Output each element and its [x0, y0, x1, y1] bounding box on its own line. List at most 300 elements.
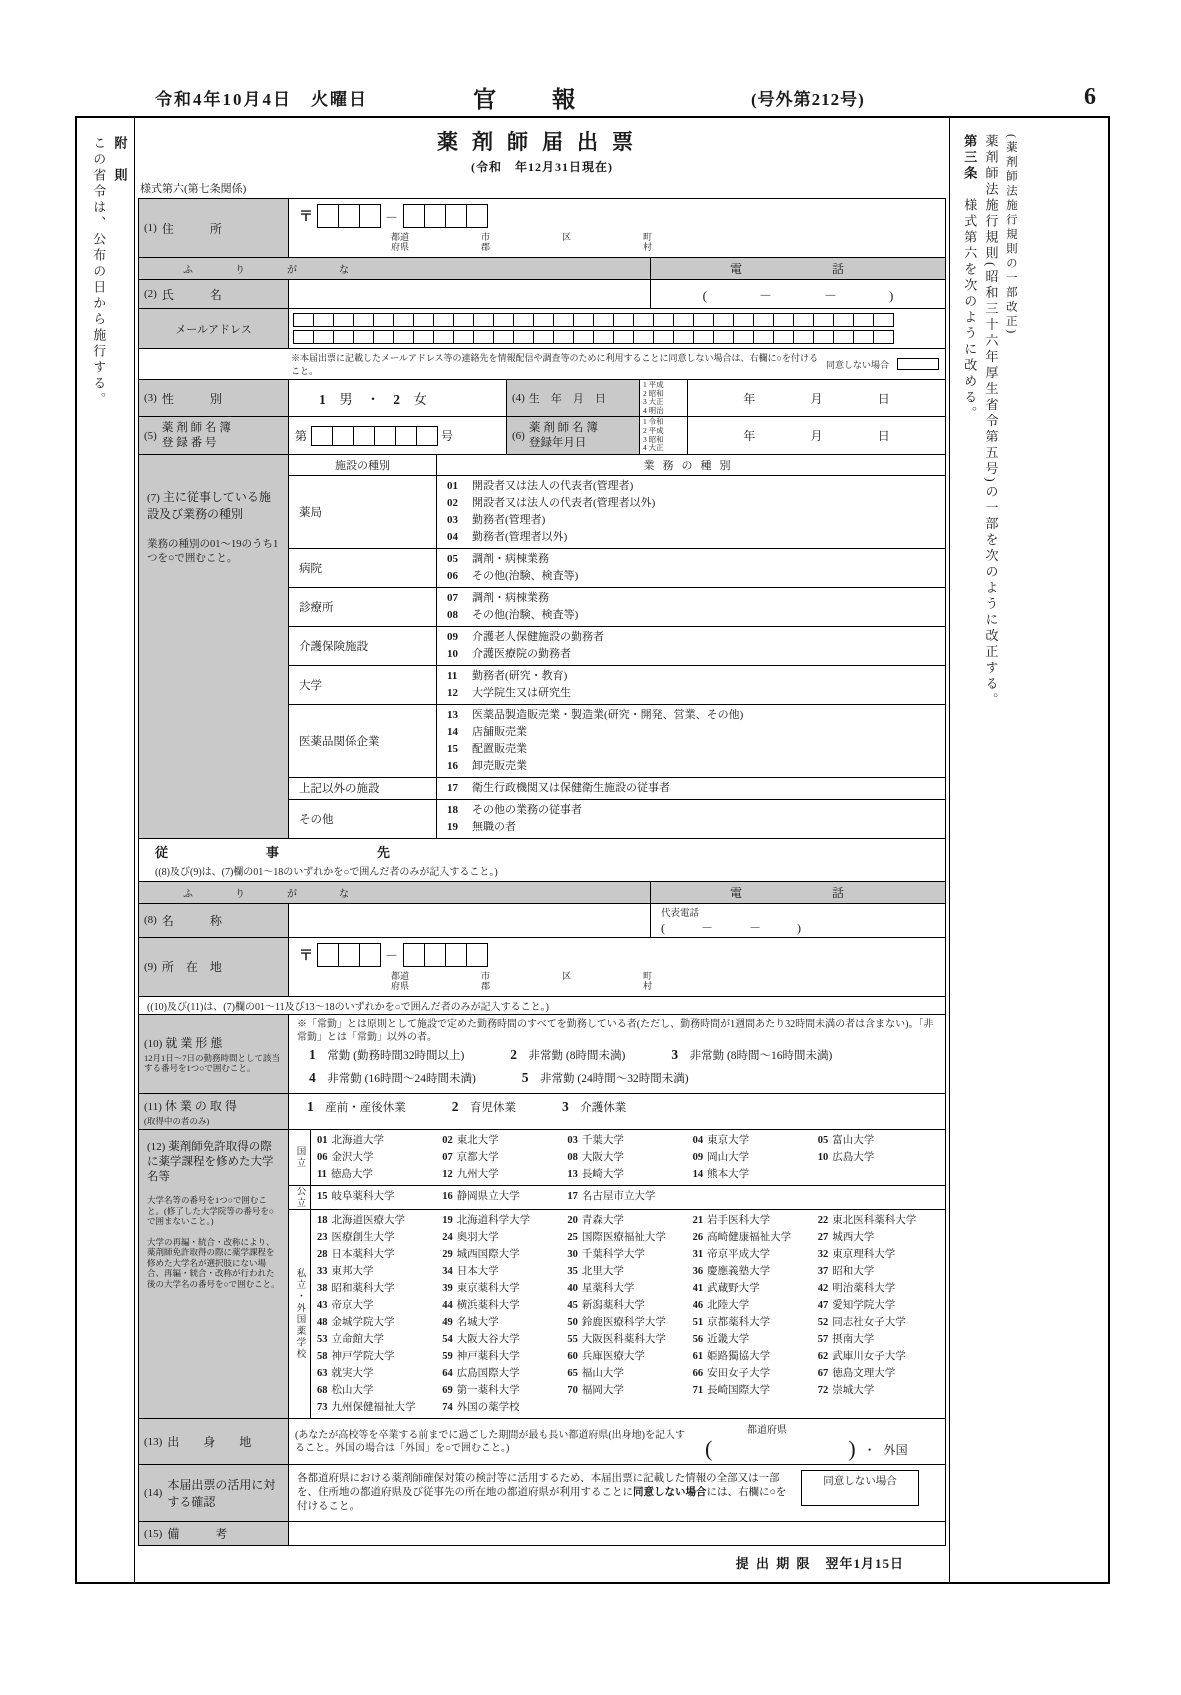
furigana-label: ふ り が な [139, 258, 650, 279]
char-box[interactable] [433, 330, 454, 344]
university-option[interactable]: 66 安田女子大学 [692, 1368, 771, 1380]
university-option[interactable]: 51 京都薬科大学 [692, 1317, 771, 1329]
name-label: (2) 氏 名 [139, 280, 289, 308]
university-option[interactable]: 48 金城学院大学 [317, 1317, 395, 1329]
representative-phone-label: 代表電話 [661, 908, 700, 919]
business-type-option[interactable]: 04 勤務者(管理者以外) [447, 530, 568, 543]
char-box[interactable] [793, 330, 814, 344]
business-type-option[interactable]: 17 衛生行政機関又は保健衛生施設の従事者 [447, 781, 670, 794]
char-box[interactable] [473, 313, 494, 327]
business-type-option[interactable]: 13 医薬品製造販売業・製造業(研究・開発、営業、その他) [447, 708, 744, 721]
business-type-option[interactable]: 09 介護老人保健施設の勤務者 [447, 630, 604, 643]
char-box[interactable] [359, 943, 381, 967]
char-box[interactable] [313, 330, 334, 344]
pharmacist-notification-form [138, 198, 946, 1546]
char-box[interactable] [873, 313, 894, 327]
university-option[interactable]: 21 岩手医科大学 [692, 1215, 771, 1227]
business-type-option[interactable]: 19 無職の者 [447, 820, 516, 833]
business-type-option[interactable]: 08 その他(治験、検査等) [447, 608, 579, 621]
char-box[interactable] [393, 313, 414, 327]
university-option[interactable]: 10 広島大学 [817, 1152, 875, 1164]
facility-type-label: (7) 主に従事している施設及び業務の種別 業務の種別の01〜19のうち1つを○で囲むこと。 [139, 455, 289, 838]
business-type-option[interactable]: 12 大学院生又は研究生 [447, 686, 571, 699]
char-box[interactable] [311, 426, 333, 446]
university-option[interactable]: 71 長崎国際大学 [692, 1385, 771, 1397]
university-option[interactable]: 17 名古屋市立大学 [567, 1191, 656, 1203]
sex-option[interactable]: 1 男 [319, 392, 353, 408]
mail-no-consent-label: 同意しない場合 [825, 359, 889, 370]
char-box[interactable] [833, 330, 854, 344]
row-remarks [139, 1521, 945, 1545]
char-box[interactable] [513, 313, 534, 327]
employment-status-sublabel: 12月1日〜7日の勤務時間として該当する番号を1つ○で囲むこと。 [144, 1052, 281, 1074]
char-box[interactable] [453, 330, 474, 344]
university-option[interactable]: 33 東邦大学 [317, 1266, 374, 1278]
amendment-heading: (薬剤師法施行規則の一部改正) [1004, 134, 1017, 337]
era-option[interactable]: 3 大正 [643, 397, 664, 407]
char-box[interactable] [338, 943, 360, 967]
char-box[interactable] [573, 313, 594, 327]
university-option[interactable]: 04 東京大学 [692, 1135, 750, 1147]
char-box[interactable] [466, 204, 488, 228]
char-box[interactable] [553, 330, 574, 344]
char-box[interactable] [793, 313, 814, 327]
university-option[interactable]: 62 武庫川女子大学 [817, 1351, 906, 1363]
university-option[interactable]: 59 神戸薬科大学 [442, 1351, 520, 1363]
university-option[interactable]: 52 同志社女子大学 [817, 1317, 906, 1329]
sex-options[interactable]: 1 男 ・ 2 女 [289, 380, 507, 416]
university-option[interactable]: 02 東北大学 [442, 1135, 499, 1147]
char-box[interactable] [338, 204, 360, 228]
char-box[interactable] [416, 426, 438, 446]
article-three-line: 第三条 様式第六を次のように改める。 [962, 134, 978, 422]
remarks-label: (15) 備 考 [139, 1522, 289, 1545]
postal-code-boxes-1[interactable] [317, 204, 380, 228]
university-option[interactable]: 14 熊本大学 [692, 1169, 750, 1181]
university-option[interactable]: 11 徳島大学 [317, 1169, 373, 1181]
university-group [289, 1130, 945, 1186]
university-option[interactable]: 42 明治薬科大学 [817, 1283, 896, 1295]
university-option[interactable]: 27 城西大学 [817, 1232, 875, 1244]
university-option[interactable]: 16 静岡県立大学 [442, 1191, 520, 1203]
university-option[interactable]: 64 広島国際大学 [442, 1368, 520, 1380]
postal-code-line [299, 204, 935, 228]
char-box[interactable] [353, 426, 375, 446]
row-consent [139, 1464, 945, 1521]
char-box[interactable] [445, 943, 467, 967]
char-box[interactable] [753, 330, 774, 344]
char-box[interactable] [813, 330, 834, 344]
university-option[interactable]: 47 愛知学院大学 [817, 1300, 896, 1312]
char-box[interactable] [833, 313, 854, 327]
era-option[interactable]: 2 平成 [643, 425, 664, 435]
gazette-title: 官報 [473, 86, 631, 112]
char-box[interactable] [293, 330, 314, 344]
char-box[interactable] [693, 330, 714, 344]
university-option[interactable]: 19 北海道科学大学 [442, 1215, 531, 1227]
university-option[interactable]: 67 徳島文理大学 [817, 1368, 896, 1380]
char-box[interactable] [395, 426, 417, 446]
facility-name: 上記以外の施設 [289, 778, 437, 799]
row-furigana-1 [139, 257, 945, 279]
facility-group [289, 666, 945, 705]
row-university [139, 1129, 945, 1418]
university-option[interactable]: 07 京都大学 [442, 1152, 499, 1164]
employer-address-label: (9) 所 在 地 [139, 938, 289, 996]
char-box[interactable] [593, 313, 614, 327]
university-option[interactable]: 56 近畿大学 [692, 1334, 750, 1346]
amendment-sentence: 薬剤師法施行規則(昭和三十六年厚生省令第五号)の一部を次のように改正する。 [983, 134, 999, 709]
row-birthplace [139, 1418, 945, 1464]
employment-status-options [289, 1015, 945, 1093]
sex-option[interactable]: 2 女 [393, 392, 427, 408]
region-label: 都道 府県 [391, 232, 410, 252]
university-option[interactable]: 22 東北医科薬科大学 [817, 1215, 917, 1227]
university-option[interactable]: 41 武蔵野大学 [692, 1283, 760, 1295]
date-unit-label: 日 [877, 429, 890, 444]
university-option[interactable]: 72 崇城大学 [817, 1385, 875, 1397]
char-box[interactable] [313, 313, 334, 327]
university-option[interactable]: 65 福山大学 [567, 1368, 624, 1380]
char-box[interactable] [633, 330, 654, 344]
business-type-option[interactable]: 01 開設者又は法人の代表者(管理者) [447, 479, 634, 492]
facility-name: 診療所 [289, 588, 437, 626]
char-box[interactable] [317, 204, 339, 228]
university-option[interactable]: 74 外国の薬学校 [442, 1402, 520, 1414]
mail-boxes-row-2[interactable] [293, 330, 941, 344]
employer-postal-boxes-2[interactable] [403, 943, 487, 967]
university-option[interactable]: 24 奥羽大学 [442, 1232, 499, 1244]
university-option[interactable]: 60 兵庫医療大学 [567, 1351, 645, 1363]
char-box[interactable] [424, 204, 446, 228]
university-option[interactable]: 18 北海道医療大学 [317, 1215, 405, 1227]
right-vertical-text [956, 134, 1023, 1424]
char-box[interactable] [773, 330, 794, 344]
region-label: 区 [562, 970, 572, 981]
char-box[interactable] [853, 330, 874, 344]
university-option[interactable]: 40 星薬科大学 [567, 1283, 635, 1295]
era-option[interactable]: 4 大正 [643, 443, 664, 453]
university-option[interactable]: 58 神戸学院大学 [317, 1351, 395, 1363]
region-label: 都道 府県 [391, 970, 410, 991]
leave-label: (11) 休 業 の 取 得 (取得中の者のみ) [139, 1094, 289, 1130]
university-option[interactable]: 69 第一薬科大学 [442, 1385, 520, 1397]
university-option[interactable]: 46 北陸大学 [692, 1300, 750, 1312]
char-box[interactable] [493, 330, 514, 344]
mail-boxes-row-1[interactable] [293, 313, 941, 327]
char-box[interactable] [413, 313, 434, 327]
employer-postal-dash: － [385, 948, 399, 964]
leave-option[interactable]: 1 産前・産後休業 [307, 1098, 406, 1114]
char-box[interactable] [353, 330, 374, 344]
sex-label: (3) 性 別 [139, 380, 289, 416]
birthplace-label: (13) 出 身 地 [139, 1419, 289, 1464]
employer-phone-field[interactable]: 代表電話 ( － － ) [650, 904, 945, 937]
university-note-2: 大学の再編・統合・改称により、薬剤師免許取得の際に薬学課程を修めた大学名が選択肢にない場合、再編・統合・改称が行われた後の大学名の番号を○で囲むこと。 [147, 1236, 280, 1289]
registration-number-boxes[interactable] [311, 426, 437, 446]
char-box[interactable] [613, 330, 634, 344]
employment-status-option[interactable]: 1 常勤 (勤務時間32時間以上) [309, 1046, 465, 1062]
char-box[interactable] [317, 943, 339, 967]
university-option[interactable]: 32 東京理科大学 [817, 1249, 896, 1261]
phone-header: 電 話 [650, 258, 945, 279]
employment-status-label: (10) 就 業 形 態 12月1日〜7日の勤務時間として該当する番号を1つ○で囲むこと。 [139, 1015, 289, 1093]
employment-status-option[interactable]: 5 非常勤 (24時間〜32時間未満) [521, 1069, 689, 1085]
facility-group [289, 588, 945, 627]
university-option[interactable]: 15 岐阜薬科大学 [317, 1191, 395, 1203]
university-option[interactable]: 23 医療創生大学 [317, 1232, 395, 1244]
business-type-option[interactable]: 10 介護医療院の勤務者 [447, 647, 571, 660]
char-box[interactable] [533, 330, 554, 344]
char-box[interactable] [393, 330, 414, 344]
char-box[interactable] [813, 313, 834, 327]
university-option[interactable]: 68 松山大学 [317, 1385, 374, 1397]
char-box[interactable] [403, 943, 425, 967]
employer-furigana-label: ふ り が な [139, 882, 650, 903]
char-box[interactable] [713, 330, 734, 344]
employment-status-option[interactable]: 2 非常勤 (8時間未満) [510, 1046, 626, 1062]
consent-note: 各都道府県における薬剤師確保対策の検討等に活用するため、本届出票に記載した情報の全部又は一部を、住所地の都道府県及び従事先の所在地の都道府県が利用することに同意しない場合には、右欄に○を付けること。 [289, 1465, 795, 1521]
registration-number-field[interactable]: 第 号 [289, 417, 507, 453]
facility-name: 大学 [289, 666, 437, 704]
char-box[interactable] [553, 313, 574, 327]
business-type-option[interactable]: 05 調剤・病棟業務 [447, 552, 549, 565]
university-option[interactable]: 01 北海道大学 [317, 1135, 384, 1147]
char-box[interactable] [333, 330, 354, 344]
employer-postal-line [299, 943, 935, 967]
facility-name: その他 [289, 800, 437, 838]
char-box[interactable] [633, 313, 654, 327]
row-mail [139, 308, 945, 348]
region-label: 市 郡 [481, 970, 491, 991]
row-leave [139, 1093, 945, 1130]
char-box[interactable] [653, 313, 674, 327]
university-option[interactable]: 73 九州保健福祉大学 [317, 1402, 416, 1414]
business-type-option[interactable]: 18 その他の業務の従事者 [447, 803, 582, 816]
facility-name: 介護保険施設 [289, 627, 437, 665]
leave-option[interactable]: 2 育児休業 [451, 1098, 516, 1114]
registration-era-options[interactable] [640, 417, 688, 453]
name-field[interactable] [289, 280, 650, 308]
char-box[interactable] [466, 943, 488, 967]
employer-name-label: (8) 名 称 [139, 904, 289, 937]
university-option[interactable]: 09 岡山大学 [692, 1152, 750, 1164]
facility-group [289, 800, 945, 838]
char-box[interactable] [332, 426, 354, 446]
row-address [139, 199, 945, 257]
university-group-type: 国立 [289, 1130, 311, 1185]
university-option[interactable]: 50 鈴鹿医療科学大学 [567, 1317, 666, 1329]
row-facility-business-type [139, 454, 945, 838]
gazette-issue-number: (号外第212号) [751, 89, 865, 109]
birthplace-field[interactable]: 都道府県 ( ) ・ 外国 [695, 1419, 945, 1464]
address-field[interactable] [289, 199, 945, 257]
facility-name: 病院 [289, 549, 437, 587]
char-box[interactable] [613, 313, 634, 327]
era-option[interactable]: 1 令和 [643, 417, 664, 427]
facility-group [289, 705, 945, 778]
university-option[interactable]: 54 大阪大谷大学 [442, 1334, 520, 1346]
phone-field[interactable]: ( － － ) [650, 280, 945, 308]
char-box[interactable] [673, 313, 694, 327]
prefecture-label: 都道府県 [747, 1425, 787, 1437]
university-option[interactable]: 37 昭和大学 [817, 1266, 875, 1278]
postal-code-boxes-2[interactable] [403, 204, 487, 228]
university-option[interactable]: 03 千葉大学 [567, 1135, 624, 1147]
region-label: 市 郡 [481, 232, 491, 252]
business-type-option[interactable]: 11 勤務者(研究・教育) [447, 669, 568, 682]
university-option[interactable]: 57 摂南大学 [817, 1334, 875, 1346]
facility-group [289, 778, 945, 800]
employment-status-option[interactable]: 3 非常勤 (8時間〜16時間未満) [671, 1046, 833, 1062]
leave-option[interactable]: 3 介護休業 [562, 1098, 627, 1114]
char-box[interactable] [513, 330, 534, 344]
business-type-option[interactable]: 06 その他(治験、検査等) [447, 569, 579, 582]
char-box[interactable] [433, 313, 454, 327]
char-box[interactable] [293, 313, 314, 327]
university-option[interactable]: 53 立命館大学 [317, 1334, 384, 1346]
leave-options[interactable] [295, 1096, 939, 1119]
university-option[interactable]: 20 青森大学 [567, 1215, 624, 1227]
employer-name-field[interactable] [289, 904, 650, 937]
birth-era-options[interactable] [640, 380, 688, 416]
university-list [289, 1130, 945, 1418]
university-option[interactable]: 25 国際医療福祉大学 [567, 1232, 666, 1244]
char-box[interactable] [445, 204, 467, 228]
row-employer-name [139, 903, 945, 937]
char-box[interactable] [424, 943, 446, 967]
char-box[interactable] [753, 313, 774, 327]
char-box[interactable] [413, 330, 434, 344]
registration-ymd[interactable] [688, 417, 945, 453]
university-option[interactable]: 29 城西国際大学 [442, 1249, 520, 1261]
row-note-10-11: ((10)及び(11)は、(7)欄の01〜11及び13〜18のいずれかを○で囲んだ者のみが記入すること。) [139, 996, 945, 1014]
char-box[interactable] [373, 313, 394, 327]
university-option[interactable]: 70 福岡大学 [567, 1385, 624, 1397]
university-option[interactable]: 45 新潟薬科大学 [567, 1300, 645, 1312]
university-option[interactable]: 44 横浜薬科大学 [442, 1300, 520, 1312]
facility-name: 医薬品関係企業 [289, 705, 437, 777]
mail-label: メールアドレス [139, 309, 289, 348]
region-label: 町 村 [643, 232, 653, 252]
row-registration [139, 416, 945, 453]
era-option[interactable]: 2 昭和 [643, 388, 664, 398]
university-group-type: 公立 [289, 1186, 311, 1209]
left-margin-column [77, 118, 134, 1582]
university-group [289, 1186, 945, 1210]
employer-address-field[interactable] [289, 938, 945, 996]
char-box[interactable] [333, 313, 354, 327]
university-option[interactable]: 43 帝京大学 [317, 1300, 374, 1312]
university-option[interactable]: 34 日本大学 [442, 1266, 499, 1278]
university-option[interactable]: 08 大阪大学 [567, 1152, 624, 1164]
university-option[interactable]: 26 高崎健康福祉大学 [692, 1232, 792, 1244]
char-box[interactable] [693, 313, 714, 327]
supplementary-provisions-heading: 附 則 [112, 136, 128, 184]
university-option[interactable]: 38 昭和薬科大学 [317, 1283, 395, 1295]
business-type-option[interactable]: 14 店舗販売業 [447, 725, 527, 738]
birthplace-note: (あなたが高校等を卒業する前までに過ごした期間が最も長い都道府県(出身地)を記入すること。外国の場合は「外国」を○で囲むこと。) [289, 1419, 695, 1464]
char-box[interactable] [593, 330, 614, 344]
row-employment-status [139, 1014, 945, 1093]
university-option[interactable]: 61 姫路獨協大学 [692, 1351, 771, 1363]
birthdate-ymd[interactable] [688, 380, 945, 416]
right-margin-column [950, 118, 1108, 1582]
char-box[interactable] [673, 330, 694, 344]
row-employment-section [139, 838, 945, 881]
business-type-option[interactable]: 07 調剤・病棟業務 [447, 591, 549, 604]
char-box[interactable] [853, 313, 874, 327]
university-option[interactable]: 30 千葉科学大学 [567, 1249, 645, 1261]
facility-type-note: 業務の種別の01〜19のうち1つを○で囲むこと。 [147, 538, 279, 564]
char-box[interactable] [773, 313, 794, 327]
consent-label: (14) 本届出票の活用に対する確認 [139, 1465, 289, 1521]
university-option[interactable]: 49 名城大学 [442, 1317, 499, 1329]
university-option[interactable]: 36 慶應義塾大学 [692, 1266, 771, 1278]
char-box[interactable] [733, 330, 754, 344]
university-option[interactable]: 31 帝京平成大学 [692, 1249, 771, 1261]
era-option[interactable]: 4 明治 [643, 405, 664, 415]
char-box[interactable] [353, 313, 374, 327]
char-box[interactable] [533, 313, 554, 327]
char-box[interactable] [473, 330, 494, 344]
char-box[interactable] [573, 330, 594, 344]
university-option[interactable]: 55 大阪医科薬科大学 [567, 1334, 666, 1346]
char-box[interactable] [453, 313, 474, 327]
business-type-option[interactable]: 02 開設者又は法人の代表者(管理者以外) [447, 496, 656, 509]
business-type-option[interactable]: 16 卸売販売業 [447, 759, 527, 772]
postal-dash: － [385, 209, 399, 225]
mail-address-boxes[interactable] [289, 309, 945, 348]
char-box[interactable] [373, 330, 394, 344]
university-option[interactable]: 13 長崎大学 [567, 1169, 624, 1181]
university-option[interactable]: 12 九州大学 [442, 1169, 499, 1181]
business-type-option[interactable]: 03 勤務者(管理者) [447, 513, 546, 526]
form-subtitle: (令和 年12月31日現在) [471, 160, 613, 174]
char-box[interactable] [733, 313, 754, 327]
university-option[interactable]: 35 北里大学 [567, 1266, 624, 1278]
university-option[interactable]: 63 就実大学 [317, 1368, 374, 1380]
remarks-field[interactable] [289, 1522, 945, 1545]
university-option[interactable]: 28 日本薬科大学 [317, 1249, 395, 1261]
mail-no-consent-box[interactable] [897, 358, 939, 370]
era-option[interactable]: 1 平成 [643, 380, 664, 389]
employer-postal-boxes-1[interactable] [317, 943, 380, 967]
era-option[interactable]: 3 昭和 [643, 434, 664, 444]
char-box[interactable] [653, 330, 674, 344]
foreign-option[interactable]: 外国 [883, 1442, 908, 1457]
university-label: (12) 薬剤師免許取得の際に薬学課程を修めた大学名等 大学名等の番号を1つ○で囲むこと。(修了した大学院等の番号を○で囲まないこと。) 大学の再編・統合・改称により、薬剤師免許取得の際に薬学課程を修めた大学名が選択肢にない場合、再編・統合・改称が行われた後の大学名の番号を○で囲むこと。 [139, 1130, 289, 1418]
char-box[interactable] [873, 330, 894, 344]
university-option[interactable]: 05 富山大学 [817, 1135, 875, 1147]
char-box[interactable] [359, 204, 381, 228]
char-box[interactable] [713, 313, 734, 327]
char-box[interactable] [403, 204, 425, 228]
business-type-option[interactable]: 15 配置販売業 [447, 742, 527, 755]
postal-mark-icon: 〒 [299, 210, 313, 225]
row-furigana-2 [139, 881, 945, 903]
university-option[interactable]: 06 金沢大学 [317, 1152, 374, 1164]
char-box[interactable] [374, 426, 396, 446]
char-box[interactable] [493, 313, 514, 327]
date-unit-label: 日 [877, 391, 890, 406]
employer-postal-mark-icon: 〒 [299, 948, 313, 964]
date-unit-label: 月 [810, 429, 823, 444]
submission-deadline: 提 出 期 限 翌年1月15日 [735, 1556, 904, 1572]
no-consent-box[interactable]: 同意しない場合 [801, 1470, 919, 1506]
university-option[interactable]: 39 東京薬科大学 [442, 1283, 520, 1295]
employment-status-option[interactable]: 4 非常勤 (16時間〜24時間未満) [309, 1069, 476, 1085]
